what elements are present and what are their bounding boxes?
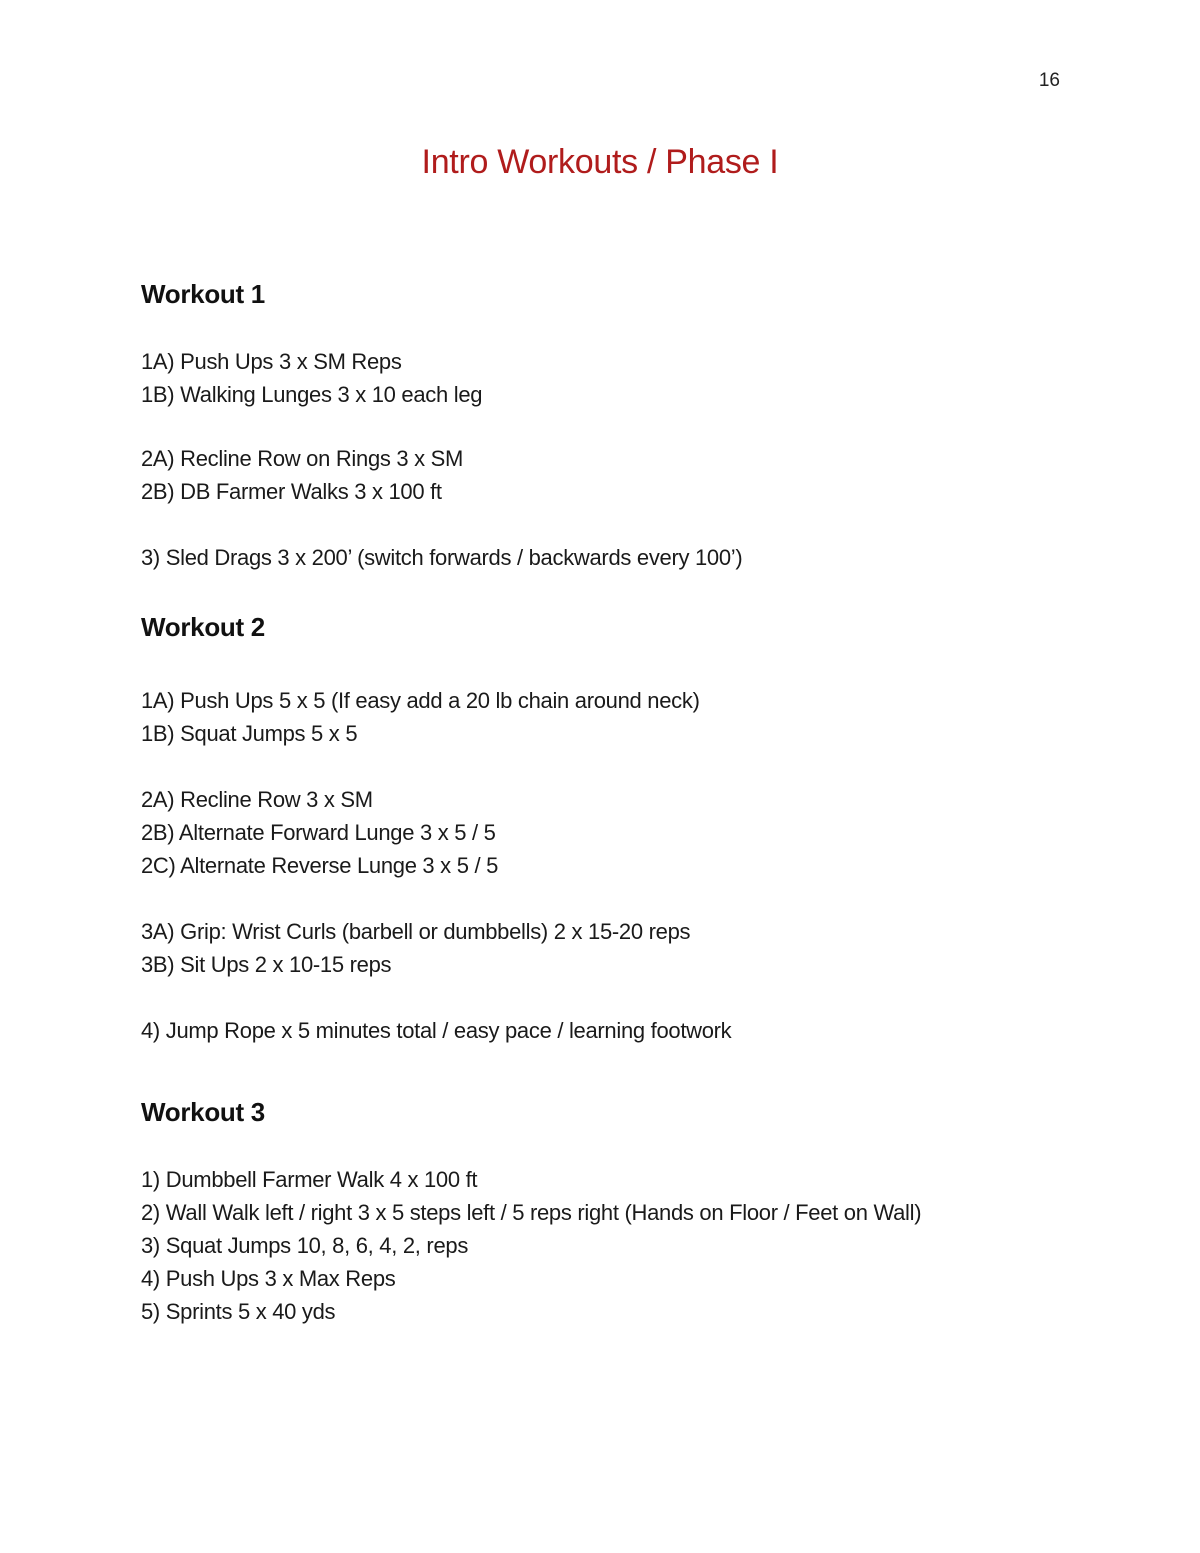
exercise-group — [141, 541, 1101, 574]
exercise-group — [141, 783, 1101, 882]
workout-3-heading: Workout 3 — [141, 1097, 265, 1127]
exercise-item: 4) Push Ups 3 x Max Reps — [141, 1266, 396, 1291]
exercise-item: 2B) DB Farmer Walks 3 x 100 ft — [141, 479, 442, 504]
exercise-group — [141, 345, 1101, 411]
page-title: Intro Workouts / Phase I — [421, 143, 779, 181]
exercise-item: 3) Sled Drags 3 x 200’ (switch forwards / backwards every 100’) — [141, 545, 743, 570]
exercise-item: 4) Jump Rope x 5 minutes total / easy pace / learning footwork — [141, 1018, 732, 1043]
exercise-item: 2A) Recline Row 3 x SM — [141, 787, 373, 812]
exercise-group — [141, 1163, 1101, 1328]
workout-1-section — [141, 275, 1101, 574]
workout-1-heading: Workout 1 — [141, 279, 265, 309]
workout-2-heading: Workout 2 — [141, 612, 265, 642]
exercise-group — [141, 1014, 1101, 1047]
exercise-item: 2) Wall Walk left / right 3 x 5 steps left / 5 reps right (Hands on Floor / Feet on Wall) — [141, 1200, 922, 1225]
exercise-group — [141, 442, 1101, 508]
exercise-item: 1A) Push Ups 5 x 5 (If easy add a 20 lb chain around neck) — [141, 688, 700, 713]
page-number: 16 — [1038, 70, 1060, 91]
exercise-item: 3A) Grip: Wrist Curls (barbell or dumbbells) 2 x 15-20 reps — [141, 919, 691, 944]
workout-2-section — [141, 608, 1101, 1047]
workout-list — [141, 275, 1101, 1328]
exercise-item: 5) Sprints 5 x 40 yds — [141, 1299, 336, 1324]
exercise-item: 3B) Sit Ups 2 x 10-15 reps — [141, 952, 392, 977]
exercise-item: 1A) Push Ups 3 x SM Reps — [141, 349, 402, 374]
exercise-item: 2B) Alternate Forward Lunge 3 x 5 / 5 — [141, 820, 496, 845]
exercise-group — [141, 684, 1101, 750]
exercise-item: 1) Dumbbell Farmer Walk 4 x 100 ft — [141, 1167, 478, 1192]
exercise-item: 2A) Recline Row on Rings 3 x SM — [141, 446, 464, 471]
workout-3-section — [141, 1093, 1101, 1328]
exercise-group — [141, 915, 1101, 981]
exercise-item: 3) Squat Jumps 10, 8, 6, 4, 2, reps — [141, 1233, 469, 1258]
exercise-item: 1B) Walking Lunges 3 x 10 each leg — [141, 382, 483, 407]
exercise-item: 2C) Alternate Reverse Lunge 3 x 5 / 5 — [141, 853, 499, 878]
exercise-item: 1B) Squat Jumps 5 x 5 — [141, 721, 358, 746]
